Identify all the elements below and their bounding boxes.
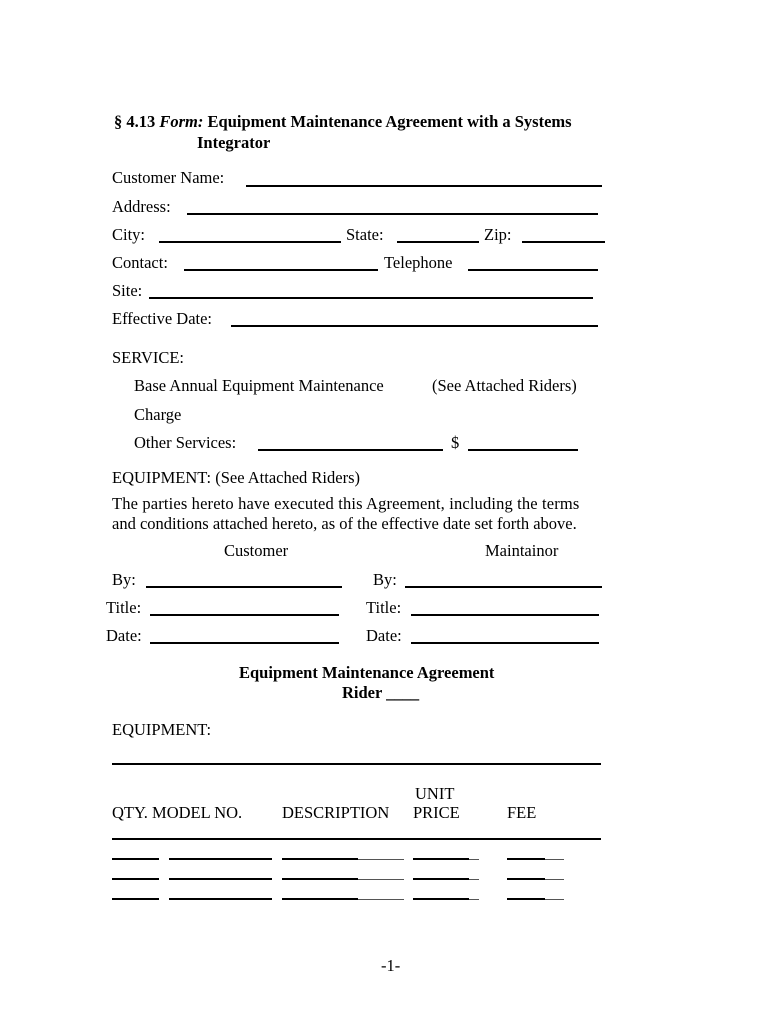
customer-by-label: By: xyxy=(112,570,136,589)
effective-date-label: Effective Date: xyxy=(112,309,213,328)
qty-cell[interactable] xyxy=(112,858,159,860)
title-line2: Integrator xyxy=(197,133,271,152)
qty-model-header: QTY. MODEL NO. xyxy=(112,803,243,822)
maintainor-by-field[interactable] xyxy=(405,586,602,588)
price-header: PRICE xyxy=(413,803,460,822)
site-label: Site: xyxy=(112,281,143,300)
unit-header: UNIT xyxy=(415,784,455,803)
maintainor-title-field[interactable] xyxy=(411,614,599,616)
maintainor-heading: Maintainor xyxy=(485,541,559,560)
header-rule xyxy=(112,838,601,840)
description-cell-ext xyxy=(358,859,404,860)
see-attached-riders: (See Attached Riders) xyxy=(432,376,577,395)
description-cell[interactable] xyxy=(282,878,358,880)
other-services-amount-field[interactable] xyxy=(468,449,578,451)
qty-cell[interactable] xyxy=(112,898,159,900)
other-services-field[interactable] xyxy=(258,449,443,451)
rider-title-line1: Equipment Maintenance Agreement xyxy=(239,663,495,682)
maintainor-date-field[interactable] xyxy=(411,642,599,644)
customer-heading: Customer xyxy=(224,541,289,560)
zip-label: Zip: xyxy=(484,225,512,244)
fee-cell-ext xyxy=(545,879,564,880)
price-cell[interactable] xyxy=(413,878,469,880)
other-services-label: Other Services: xyxy=(134,433,237,452)
price-cell-ext xyxy=(469,879,479,880)
equipment-note: EQUIPMENT: (See Attached Riders) xyxy=(112,468,360,487)
city-label: City: xyxy=(112,225,146,244)
fee-cell[interactable] xyxy=(507,878,545,880)
customer-date-field[interactable] xyxy=(150,642,339,644)
model-cell[interactable] xyxy=(169,858,272,860)
maintainor-date-label: Date: xyxy=(366,626,402,645)
customer-name-field[interactable] xyxy=(246,185,602,187)
base-annual-label: Base Annual Equipment Maintenance xyxy=(134,376,384,395)
model-cell[interactable] xyxy=(169,898,272,900)
customer-date-label: Date: xyxy=(106,626,142,645)
address-field[interactable] xyxy=(187,213,598,215)
site-field[interactable] xyxy=(149,297,593,299)
rider-title-line2: Rider ____ xyxy=(342,683,420,702)
customer-name-label: Customer Name: xyxy=(112,168,225,187)
section-number: § 4.13 xyxy=(114,112,156,131)
agreement-text-line1: The parties hereto have executed this Agreement, including the terms xyxy=(112,494,580,513)
fee-cell-ext xyxy=(545,859,564,860)
fee-cell[interactable] xyxy=(507,858,545,860)
maintainor-title-label: Title: xyxy=(366,598,402,617)
city-field[interactable] xyxy=(159,241,341,243)
customer-title-label: Title: xyxy=(106,598,142,617)
customer-by-field[interactable] xyxy=(146,586,342,588)
state-field[interactable] xyxy=(397,241,479,243)
rider-equipment-label: EQUIPMENT: xyxy=(112,720,212,739)
contact-field[interactable] xyxy=(184,269,378,271)
dollar-sign: $ xyxy=(451,433,460,452)
fee-header: FEE xyxy=(507,803,537,822)
description-cell[interactable] xyxy=(282,898,358,900)
description-cell[interactable] xyxy=(282,858,358,860)
effective-date-field[interactable] xyxy=(231,325,598,327)
state-label: State: xyxy=(346,225,384,244)
title-line1: Equipment Maintenance Agreement with a Systems xyxy=(207,112,572,131)
fee-cell-ext xyxy=(545,899,564,900)
description-header: DESCRIPTION xyxy=(282,803,390,822)
charge-label: Charge xyxy=(134,405,182,424)
description-cell-ext xyxy=(358,879,404,880)
page-number: -1- xyxy=(381,956,401,975)
price-cell-ext xyxy=(469,899,479,900)
agreement-text-line2: and conditions attached hereto, as of the effective date set forth above. xyxy=(112,514,577,533)
price-cell[interactable] xyxy=(413,858,469,860)
model-cell[interactable] xyxy=(169,878,272,880)
address-label: Address: xyxy=(112,197,171,216)
qty-cell[interactable] xyxy=(112,878,159,880)
maintainor-by-label: By: xyxy=(373,570,397,589)
price-cell[interactable] xyxy=(413,898,469,900)
zip-field[interactable] xyxy=(522,241,605,243)
telephone-label: Telephone xyxy=(384,253,453,272)
price-cell-ext xyxy=(469,859,479,860)
contact-label: Contact: xyxy=(112,253,168,272)
form-title xyxy=(114,112,572,132)
description-cell-ext xyxy=(358,899,404,900)
form-word: Form: xyxy=(159,112,204,131)
telephone-field[interactable] xyxy=(468,269,598,271)
fee-cell[interactable] xyxy=(507,898,545,900)
service-heading: SERVICE: xyxy=(112,348,185,367)
rider-equipment-field[interactable] xyxy=(112,763,601,765)
customer-title-field[interactable] xyxy=(150,614,339,616)
